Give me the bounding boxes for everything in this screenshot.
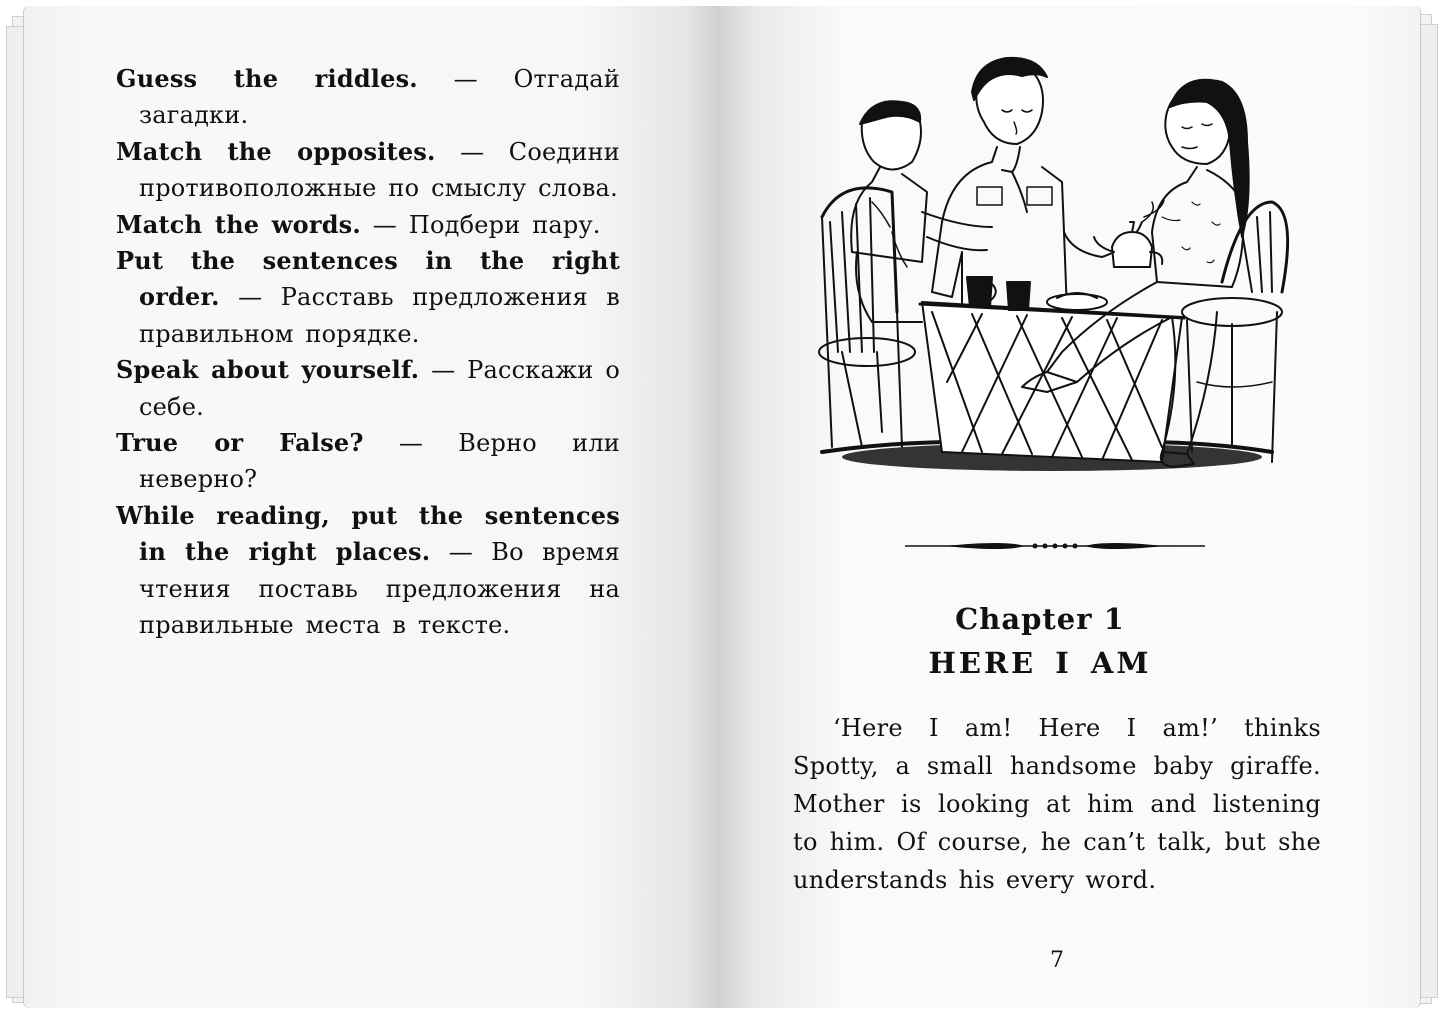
instruction-item <box>116 352 620 425</box>
instruction-russian: — Расставь предложения в правильном порядке. <box>139 283 620 348</box>
instruction-russian: — Верно или неверно? <box>139 429 620 494</box>
page-number: 7 <box>1050 948 1064 973</box>
instruction-item <box>116 243 620 352</box>
instruction-english: Match the opposites. <box>116 136 436 166</box>
chapter-number: Chapter 1 <box>955 602 1125 636</box>
instruction-english: Speak about yourself. <box>116 355 420 385</box>
instruction-list <box>116 61 620 644</box>
instruction-item <box>116 61 620 134</box>
instruction-item <box>116 134 620 207</box>
instruction-russian: — Расскажи о себе. <box>139 356 620 421</box>
instruction-english: Guess the riddles. <box>116 64 418 93</box>
children-at-tea-table-illustration <box>802 52 1302 502</box>
story-paragraph: ‘Here I am! Here I am!’ thinks Spotty, a small handsome baby giraffe. Mother is looking at him and listening to him. Of course, he can’t talk, but she understands his every word. <box>793 714 1321 894</box>
instruction-item <box>116 207 620 243</box>
right-page <box>720 6 1420 1008</box>
instruction-item <box>116 498 620 644</box>
instruction-russian: — Соедини противоположные по смыслу слова. <box>139 137 620 203</box>
instruction-english: Match the words. <box>116 209 361 239</box>
instruction-english: While reading, put the sentences in the right places. <box>116 500 620 567</box>
instruction-russian: — Отгадай загадки. <box>139 65 620 130</box>
chapter-title: HERE I AM <box>928 646 1152 680</box>
instruction-english: True or False? <box>116 428 364 458</box>
instruction-russian: — Во время чтения поставь предложения на правильные места в тексте. <box>139 538 621 640</box>
left-page <box>24 6 720 1008</box>
instruction-english: Put the sentences in the right order. <box>116 246 620 312</box>
chapter-divider-ornament <box>905 536 1205 556</box>
instruction-russian: — Подбери пару. <box>372 210 601 239</box>
instruction-item <box>116 425 620 498</box>
